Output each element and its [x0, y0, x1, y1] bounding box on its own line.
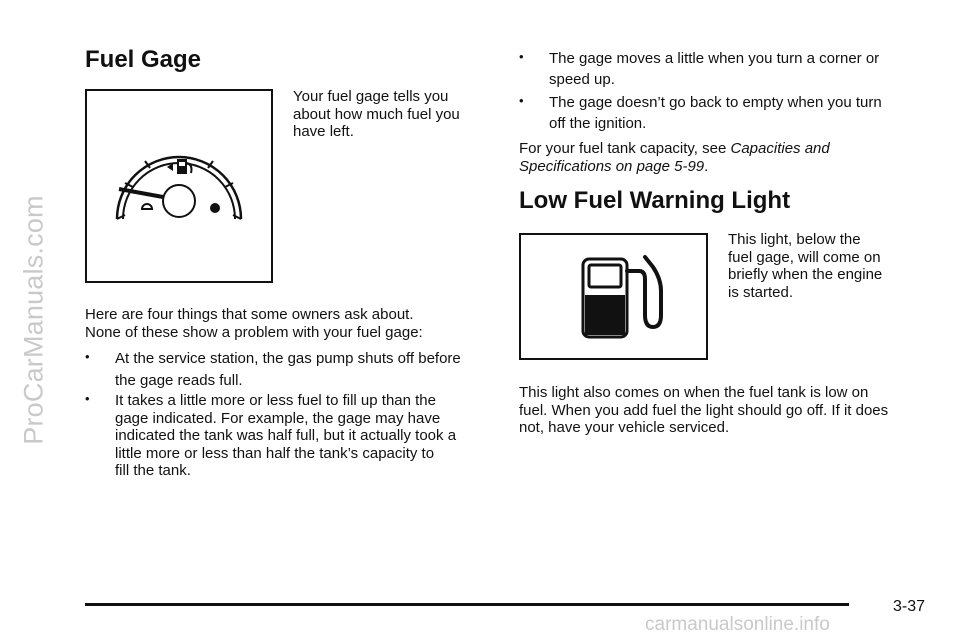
fuel-pump-icon	[521, 235, 706, 358]
watermark-bottom: carmanualsonline.info	[645, 614, 830, 635]
capacity-link-cont[interactable]: Specifications on page 5-99	[519, 157, 705, 175]
left-bullet-1: • At the service station, the gas pump shuts off before the gage reads full.	[85, 349, 461, 389]
fuel-pump-figure	[519, 233, 708, 360]
fuel-gage-intro: Your fuel gage tells you about how much fuel you have left.	[293, 88, 460, 140]
right-bullet-2: • The gage doesn’t go back to empty when you turn off the ignition.	[519, 93, 882, 132]
capacity-link[interactable]: Capacities and	[730, 140, 830, 157]
footer-rule	[85, 603, 849, 606]
closing-text: This light also comes on when the fuel tank is low on fuel. When you add fuel the light should go off. If it does not, have your vehicle serviced.	[519, 384, 889, 436]
right-bullet-1: • The gage moves a little when you turn a corner or speed up.	[519, 49, 880, 88]
capacity-text: For your fuel tank capacity, see Capacities and Specifications on page 5-99.	[519, 140, 830, 175]
fuel-gage-heading: Fuel Gage	[85, 46, 202, 73]
fuel-gauge-figure	[85, 89, 273, 283]
page-number: 3-37	[893, 598, 926, 615]
light-text: This light, below the fuel gage, will come on briefly when the engine is started.	[728, 231, 883, 301]
watermark-side: ProCarManuals.com	[18, 195, 49, 445]
left-bullet-2: • It takes a little more or less fuel to fill up than the gage indicated. For example, the gage may have indicated the tank was half full, but it actually took a little more or less than half the tank’s capacity to fill the tank.	[85, 391, 457, 479]
questions-intro: Here are four things that some owners ask about. None of these show a problem with your fuel gage:	[85, 306, 423, 341]
fuel-gauge-icon	[87, 91, 271, 281]
low-fuel-heading: Low Fuel Warning Light	[519, 187, 791, 214]
